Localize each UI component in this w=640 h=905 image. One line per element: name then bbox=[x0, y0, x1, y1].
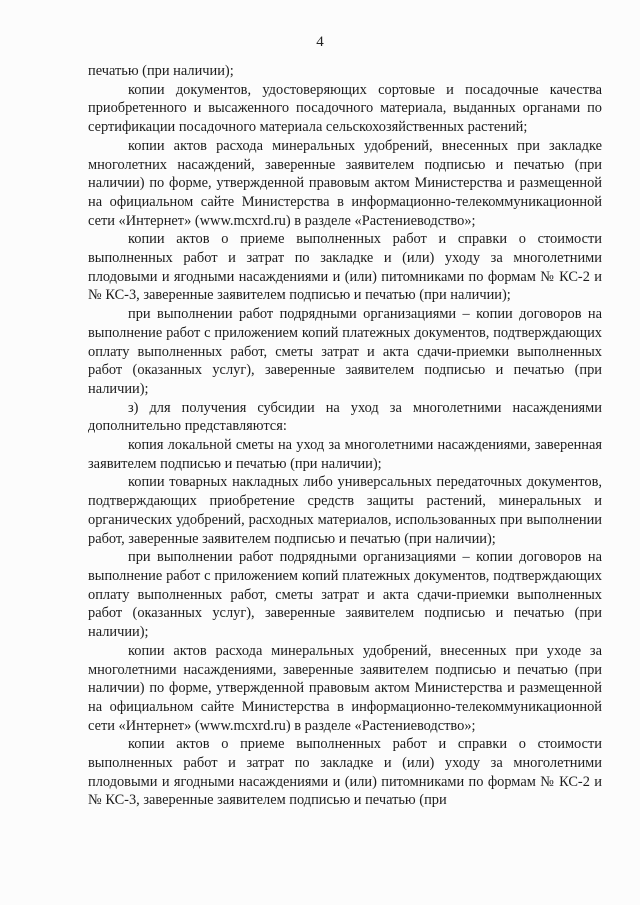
paragraph: копии актов расхода минеральных удобрений, внесенных при уходе за многолетними насаждениями, заверенные заявителем подписью и печатью (при наличии) по форме, утвержденной правовым актом Министерства и размещенной на официальном сайте Министерства в информационно-телекоммуникационной сети «Интернет» (www.mcxrd.ru) в разделе «Растениеводство»; bbox=[88, 642, 602, 734]
paragraph: при выполнении работ подрядными организациями – копии договоров на выполнение работ с приложением копий платежных документов, подтверждающих оплату выполненных работ, сметы затрат и акта сдачи-приемки выполненных работ (оказанных услуг), заверенные заявителем подписью и печатью (при наличии); bbox=[88, 549, 602, 641]
paragraph: копии актов о приеме выполненных работ и справки о стоимости выполненных работ и затрат по закладке и (или) уходу за многолетними плодовыми и ягодными насаждениями и (или) питомниками по формам № КС-2 и № КС-3, заверенные заявителем подписью и печатью (при bbox=[88, 736, 602, 809]
paragraph: печатью (при наличии); bbox=[88, 63, 234, 79]
paragraph: копии документов, удостоверяющих сортовые и посадочные качества приобретенного и высаженного посадочного материала, выданных органами по сертификации посадочного материала сельскохозяйственных растений; bbox=[88, 81, 602, 136]
paragraph: копии товарных накладных либо универсальных передаточных документов, подтверждающих приобретение средств защиты растений, минеральных и органических удобрений, расходных материалов, использованных при выполнении работ, заверенные заявителем подписью и печатью (при наличии); bbox=[88, 474, 602, 547]
paragraph: копии актов расхода минеральных удобрений, внесенных при закладке многолетних насаждений, заверенные заявителем подписью и печатью (при наличии) по форме, утвержденной правовым актом Министерства и размещенной на официальном сайте Министерства в информационно-телекоммуникационной сети «Интернет» (www.mcxrd.ru) в разделе «Растениеводство»; bbox=[88, 137, 602, 229]
paragraph: копия локальной сметы на уход за многолетними насаждениями, заверенная заявителем подписью и печатью (при наличии); bbox=[88, 437, 602, 472]
paragraph: при выполнении работ подрядными организациями – копии договоров на выполнение работ с приложением копий платежных документов, подтверждающих оплату выполненных работ, сметы затрат и акта сдачи-приемки выполненных работ (оказанных услуг), заверенные заявителем подписью и печатью (при наличии); bbox=[88, 306, 602, 397]
paragraph: копии актов о приеме выполненных работ и справки о стоимости выполненных работ и затрат по закладке и (или) уходу за многолетними плодовыми и ягодными насаждениями и (или) питомниками по формам № КС-2 и № КС-3, заверенные заявителем подписью и печатью (при наличии); bbox=[88, 231, 602, 304]
document-body bbox=[88, 62, 602, 810]
page-number: 4 bbox=[316, 34, 324, 50]
paragraph: з) для получения субсидии на уход за многолетними насаждениями дополнительно представляются: bbox=[88, 399, 602, 435]
